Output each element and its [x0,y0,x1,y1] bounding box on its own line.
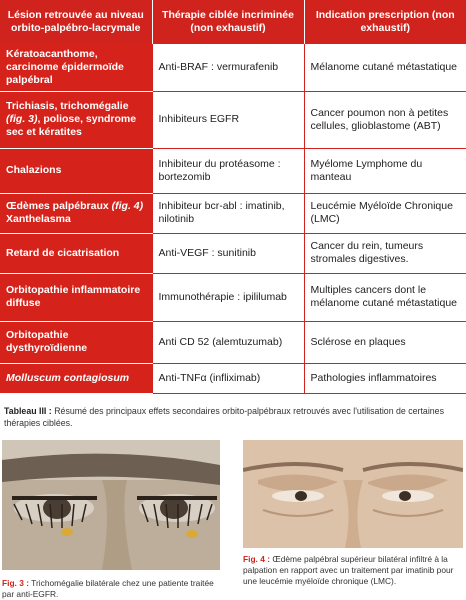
cell-therapy: Anti-TNFα (infliximab) [152,363,304,393]
fig3-caption [2,578,222,600]
cell-lesion: Orbitopathie inflammatoire diffuse [0,273,152,321]
table-row [0,321,466,363]
fig4-label: Fig. 4 : [243,554,270,564]
fig3-ref: (fig. 3) [6,113,38,125]
fig4-ref: (fig. 4) [111,200,144,212]
cell-lesion: Trichiasis, trichomégalie (fig. 3), poliose, syndrome sec et kératites [0,91,152,148]
cell-lesion: Orbitopathie dysthyroïdienne [0,321,152,363]
fig4-text: Œdème palpébral supérieur bilatéral infiltré à la palpation en rapport avec un traitement par imatinib pour une leucémie myéloïde chronique (LMC). [243,554,454,586]
table-caption [4,405,464,429]
cell-lesion: Œdèmes palpébraux (fig. 4) Xanthelasma [0,193,152,233]
cell-therapy: Inhibiteur du protéasome : bortezomib [152,148,304,193]
fig3-eyes-image [2,440,220,570]
cell-indication: Sclérose en plaques [304,321,466,363]
table-caption-label: Tableau III : [4,406,52,416]
fig4-eyes-image [243,440,463,548]
table-row [0,91,466,148]
table-row [0,273,466,321]
cell-therapy: Inhibiteurs EGFR [152,91,304,148]
cell-indication: Cancer du rein, tumeurs stromales digestives. [304,233,466,273]
cell-lesion: Kératoacanthome, carcinome épidermoïde palpébral [0,44,152,91]
cell-lesion [0,363,152,393]
cell-therapy: Anti-VEGF : sunitinib [152,233,304,273]
fig3-photo [2,440,220,570]
header-indication: Indication prescription (non exhaustif) [304,0,466,44]
cell-indication: Pathologies inflammatoires [304,363,466,393]
cell-indication: Myélome Lymphome du manteau [304,148,466,193]
cell-indication: Cancer poumon non à petites cellules, glioblastome (ABT) [304,91,466,148]
cell-therapy: Inhibiteur bcr-abl : imatinib, nilotinib [152,193,304,233]
fig4-photo [243,440,463,548]
table-caption-text: Résumé des principaux effets secondaires orbito-palpébraux retrouvés avec l'utilisation de certaines thérapies ciblées. [4,406,444,428]
table-row [0,363,466,393]
header-therapy: Thérapie ciblée incriminée (non exhaustif) [152,0,304,44]
cell-therapy: Anti CD 52 (alemtuzumab) [152,321,304,363]
cell-lesion: Retard de cicatrisation [0,233,152,273]
cell-lesion: Chalazions [0,148,152,193]
table-header-row [0,0,466,44]
cell-therapy: Immunothérapie : ipililumab [152,273,304,321]
cell-indication: Multiples cancers dont le mélanome cutané métastatique [304,273,466,321]
fig3-text: Trichomégalie bilatérale chez une patiente traitée par anti-EGFR. [2,578,214,599]
cell-indication: Leucémie Myéloïde Chronique (LMC) [304,193,466,233]
molluscum-label: Molluscum contagiosum [6,371,130,384]
table-row [0,233,466,273]
cell-indication: Mélanome cutané métastatique [304,44,466,91]
table-row [0,148,466,193]
table-row [0,44,466,91]
cell-therapy: Anti-BRAF : vermurafenib [152,44,304,91]
header-lesion: Lésion retrouvée au niveau orbito-palpébro-lacrymale [0,0,152,44]
fig4-caption [243,554,463,587]
table-row [0,193,466,233]
fig3-label: Fig. 3 : [2,578,29,588]
